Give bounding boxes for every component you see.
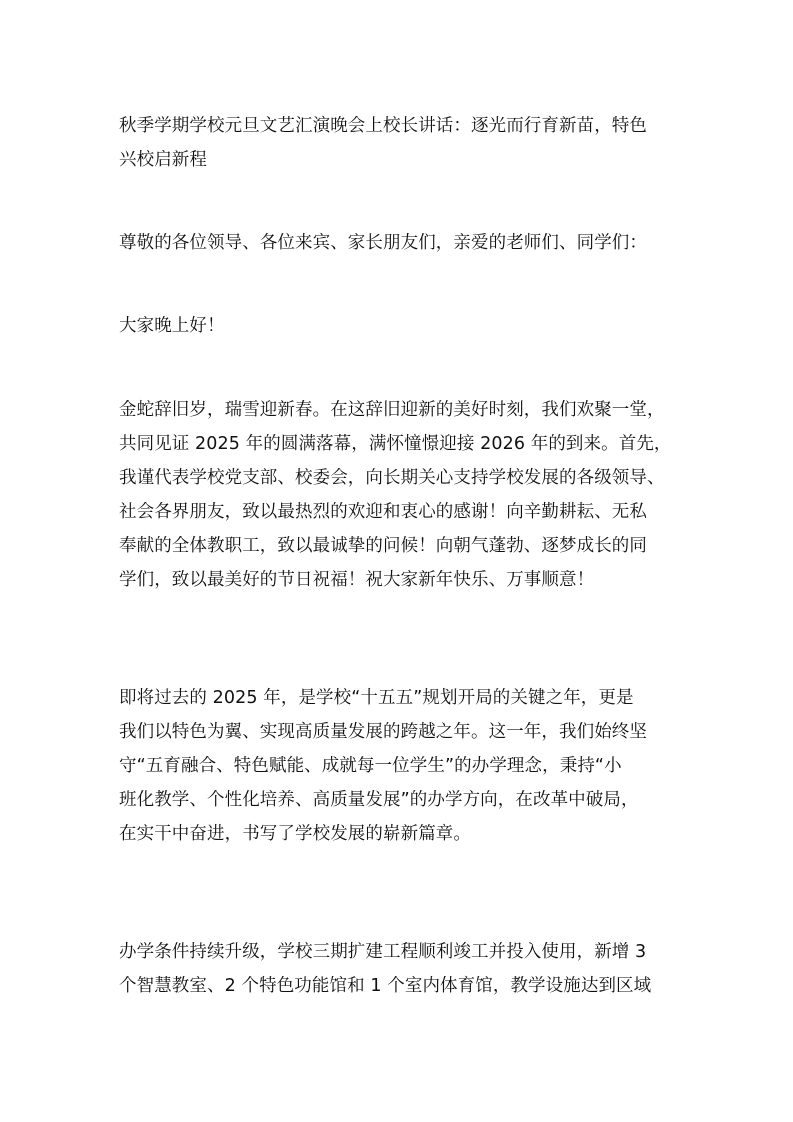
paragraph-2-line-3: 守“五育融合、特色赋能、成就每一位学生”的办学理念，秉持“小 bbox=[119, 756, 622, 776]
paragraph-1-line-4: 社会各界朋友，致以最热烈的欢迎和衷心的感谢！向辛勤耕耘、无私 bbox=[119, 502, 647, 522]
paragraph-1-line-1: 金蛇辞旧岁，瑞雪迎新春。在这辞旧迎新的美好时刻，我们欢聚一堂， bbox=[119, 400, 665, 420]
paragraph-3-line-1: 办学条件持续升级，学校三期扩建工程顺利竣工并投入使用，新增 3 bbox=[119, 942, 647, 962]
paragraph-2-line-2: 我们以特色为翼、实现高质量发展的跨越之年。这一年，我们始终坚 bbox=[119, 722, 647, 742]
title-line-2: 兴校启新程 bbox=[119, 150, 207, 170]
greeting: 大家晚上好！ bbox=[119, 316, 225, 336]
paragraph-1-line-3: 我谨代表学校党支部、校委会，向长期关心支持学校发展的各级领导、 bbox=[119, 468, 665, 488]
paragraph-2-line-1: 即将过去的 2025 年，是学校“十五五”规划开局的关键之年，更是 bbox=[119, 688, 634, 708]
paragraph-1-line-2: 共同见证 2025 年的圆满落幕，满怀憧憬迎接 2026 年的到来。首先， bbox=[119, 434, 672, 454]
paragraph-1-line-5: 奉献的全体教职工，致以最诚挚的问候！向朝气蓬勃、逐梦成长的同 bbox=[119, 536, 647, 556]
paragraph-3-line-2: 个智慧教室、2 个特色功能馆和 1 个室内体育馆，教学设施达到区域 bbox=[119, 976, 652, 996]
title-line-1: 秋季学期学校元旦文艺汇演晚会上校长讲话：逐光而行育新苗，特色 bbox=[119, 116, 647, 136]
paragraph-1-line-6: 学们，致以最美好的节日祝福！祝大家新年快乐、万事顺意！ bbox=[119, 570, 595, 590]
paragraph-2-line-5: 在实干中奋进，书写了学校发展的崭新篇章。 bbox=[119, 824, 471, 844]
salutation: 尊敬的各位领导、各位来宾、家长朋友们，亲爱的老师们、同学们： bbox=[119, 233, 647, 253]
paragraph-2-line-4: 班化教学、个性化培养、高质量发展”的办学方向，在改革中破局， bbox=[119, 790, 639, 810]
